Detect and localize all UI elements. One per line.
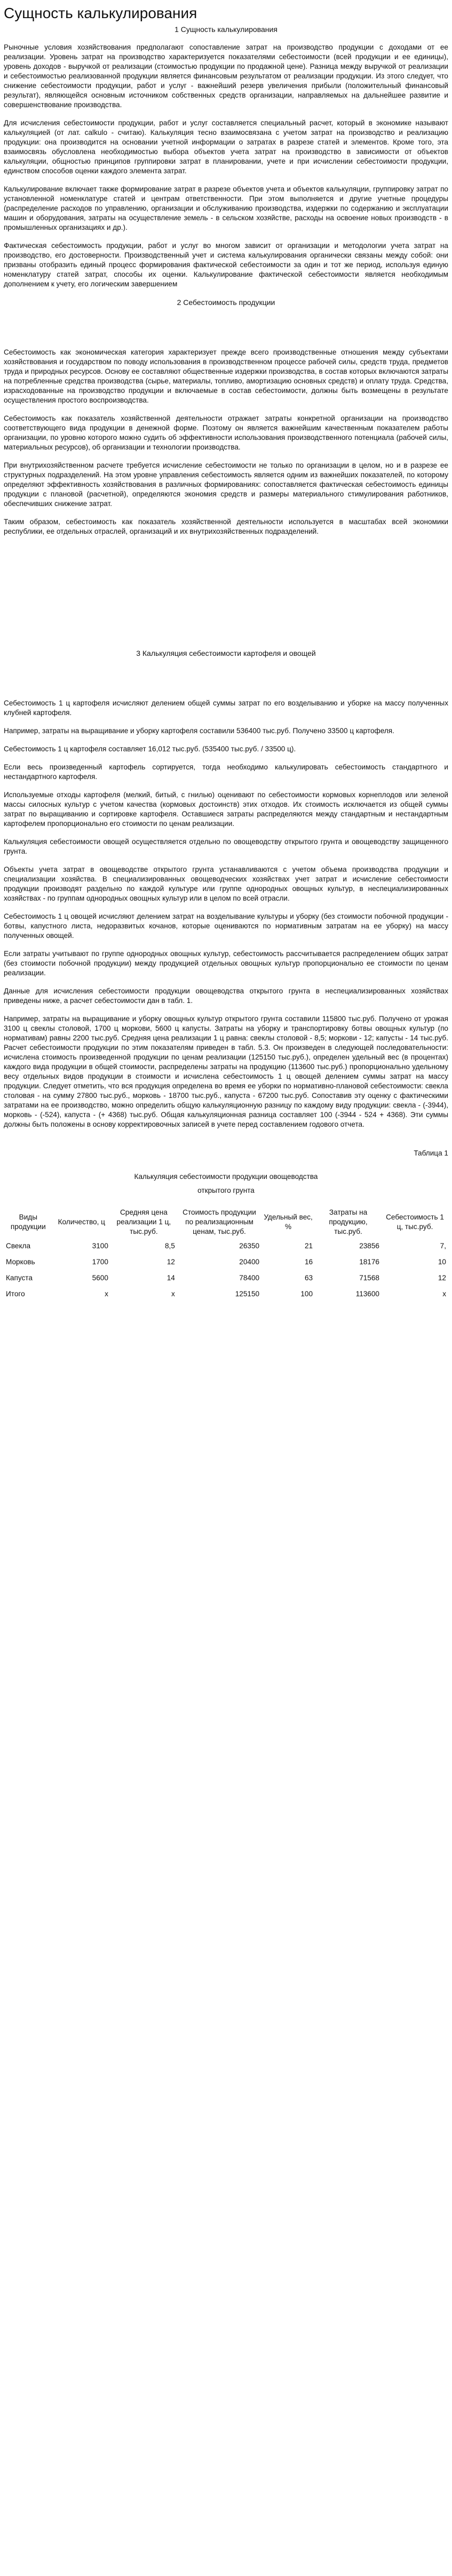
- table-row: [4, 1286, 448, 1302]
- paragraph: Рыночные условия хозяйствования предполагают сопоставление затрат на производство продукции с доходами от ее реализации. Уровень затрат на производство характеризуется показателями себестоимости (всей продукции и ее единицы), уровень доходов - выручкой от реализации (стоимостью продукции по продажной цене). Разница между выручкой от реализации и себестоимостью реализованной продукции является финансовым результатом от реализации продукции. Из этого следует, что снижение себестоимости продукции, работ и услуг - важнейший резерв увеличения прибыли (положительный финансовый результат), являющейся основным источником собственных средств организации, направляемых на дальнейшее развитие и совершенствование производства.: [4, 43, 448, 109]
- table-cell: Морковь: [6, 1258, 35, 1266]
- paragraph: Себестоимость 1 ц картофеля составляет 16,012 тыс.руб. (535400 тыс.руб. / 33500 ц).: [4, 745, 296, 753]
- table-cell: 5600: [92, 1274, 108, 1282]
- section-1-heading: 1 Сущность калькулирования: [175, 25, 277, 34]
- table-row: [4, 1270, 448, 1286]
- table-title: [4, 1172, 448, 1195]
- table-cell: х: [105, 1290, 108, 1298]
- table-cell: х: [442, 1290, 446, 1298]
- table-row: [4, 1254, 448, 1270]
- spacer: [4, 316, 448, 348]
- column-header: Затраты на продукцию, тыс.руб.: [329, 1208, 368, 1235]
- paragraph: Для исчисления себестоимости продукции, работ и услуг составляется специальный расчет, который в экономике называют калькуляцией (от лат. calkulo - считаю). Калькуляция тесно взаимосвязана с учетом затрат на производство и реализацию продукции: она производится на основании учетной информации о затратах в разрезе статей и элементов. Кроме того, эта взаимосвязь обусловлена необходимостью выбора объектов учета затрат на производство в зависимости от объектов калькуляции, общностью принципов группировки затрат в планировании, учете и при исчислении себестоимости продукции, единством способов оценки каждого элемента затрат.: [4, 119, 448, 175]
- document-title: Сущность калькулирования: [4, 5, 197, 21]
- table-cell: 100: [300, 1290, 313, 1298]
- table-cell: 20400: [239, 1258, 260, 1266]
- section-2-heading: 2 Себестоимость продукции: [177, 298, 275, 307]
- paragraph: При внутрихозяйственном расчете требуется исчисление себестоимости не только по организации в целом, но и в разрезе ее структурных подразделений. На этом уровне управления себестоимость является одним из важнейших показателей, по которому определяют эффективность хозяйствования в различных формированиях: сопоставляется фактическая себестоимость единицы продукции с плановой (расчетной), определяются экономия средств и размеры материального стимулирования работников, обеспечивших снижение затрат.: [4, 461, 448, 508]
- table-cell: 8,5: [164, 1242, 175, 1250]
- table-label: Таблица 1: [414, 1149, 448, 1157]
- table-cell: 21: [304, 1242, 313, 1250]
- table-cell: 7,: [440, 1242, 446, 1250]
- table-cell: 10: [438, 1258, 446, 1266]
- table-title-line: Калькуляция себестоимости продукции овощеводства: [134, 1173, 318, 1181]
- table-cell: 71568: [359, 1274, 379, 1282]
- table-cell: 3100: [92, 1242, 108, 1250]
- paragraph: Например, затраты на выращивание и уборку картофеля составили 536400 тыс.руб. Получено 33500 ц картофеля.: [4, 727, 394, 735]
- paragraph: Себестоимость как показатель хозяйственной деятельности отражает затраты конкретной организации на производство соответствующего вида продукции в денежной форме. Поэтому он является важнейшим качественным показателем работы организации, по уровню которого можно судить об эффективности использования производственного потенциала (рабочей силы, материальных ресурсов), об организации и технологии производства.: [4, 414, 448, 451]
- paragraph: Объекты учета затрат в овощеводстве открытого грунта устанавливаются с учетом объема производства продукции и специализации хозяйства. В специализированных овощеводческих хозяйствах учет затрат и исчисление себестоимости продукции производят раздельно по каждой культуре или группе однородных овощных культур, в неспециализированных хозяйствах - по группам однородных овощных культур или в целом по всей отрасли.: [4, 865, 448, 902]
- table-cell: 125150: [235, 1290, 260, 1298]
- paragraph: Себестоимость как экономическая категория характеризует прежде всего производственные отношения между субъектами хозяйствования и государством по поводу использования в производственном процессе рабочей силы, средств труда, предметов труда и природных ресурсов. Основу ее составляют общественные издержки производства, в состав которых включаются затраты на потребленные средства производства (сырье, материалы, топливо, амортизацию основных средств) и оплату труда. Средства, израсходованные на производство продукции и включаемые в состав себестоимости, должны быть возмещены в результате осуществления простого воспроизводства.: [4, 348, 448, 404]
- table-cell: Капуста: [6, 1274, 33, 1282]
- paragraph: Калькуляция себестоимости овощей осуществляется отдельно по овощеводству открытого грунта и овощеводству защищенного грунта.: [4, 838, 448, 855]
- table-cell: 63: [304, 1274, 313, 1282]
- table-cell: 113600: [355, 1290, 379, 1298]
- section-3-heading: 3 Калькуляция себестоимости картофеля и овощей: [136, 649, 316, 657]
- table-cell: 16: [304, 1258, 313, 1266]
- column-header: Средняя цена реализации 1 ц, тыс.руб.: [116, 1208, 171, 1235]
- table-cell: х: [171, 1290, 175, 1298]
- table-cell: Итого: [6, 1290, 25, 1298]
- table-cell: 12: [166, 1258, 175, 1266]
- column-header: Виды продукции: [10, 1213, 46, 1231]
- cost-calculation-table: [4, 1206, 448, 1302]
- paragraph: Если затраты учитывают по группе однородных овощных культур, себестоимость рассчитывается распределением общих затрат (без стоимости побочной продукции) между продукцией отдельных овощных культур пропорционально ее стоимости по ценам реализации.: [4, 950, 448, 977]
- paragraph: Например, затраты на выращивание и уборку овощных культур открытого грунта составили 115800 тыс.руб. Получено от урожая 3100 ц свеклы столовой, 1700 ц моркови, 5600 ц капусты. Затраты на уборку и транспортировку ботвы овощных культур (по нормативам) равны 2200 тыс.руб. Средняя цена реализации 1 ц равна: свеклы столовой - 8,5; моркови - 12; капусты - 14 тыс.руб. Расчет себестоимости продукции по этим показателям приведен в табл. 5.3. Он произведен в следующей последовательности: исчислена стоимость произведенной продукции по ценам реализации (125150 тыс.руб.), определен удельный вес (в процентах) каждого вида продукции в общей стоимости, распределены затраты на продукцию (113600 тыс.руб.) пропорционально удельному весу отдельных видов продукции в стоимости и исчислена себестоимость 1 ц овощей делением суммы затрат на массу продукции. Следует отметить, что вся продукция определена во время ее уборки по нормативно-плановой себестоимости: свекла столовая - на сумму 27800 тыс.руб., морковь - 18700 тыс.руб., капуста - 67200 тыс.руб. Сопоставив эту оценку с фактическими затратами на ее производство, можно определить общую калькуляционную разницу по каждому виду продукции: свекла - (-3944), морковь - (-524), капуста - (+ 4368) тыс.руб. Общая калькуляционная разница составляет 100 (-3944 - 524 + 4368). Эти суммы должны быть положены в основу корректировочных записей в учете перед составлением годового отчета.: [4, 1015, 448, 1128]
- column-header: Стоимость продукции по реализационным ценам, тыс.руб.: [183, 1208, 256, 1235]
- column-header: Себестоимость 1 ц, тыс.руб.: [386, 1213, 444, 1231]
- paragraph: Таким образом, себестоимость как показатель хозяйственной деятельности используется в масштабах всей экономики республики, ее отдельных отраслей, организаций и их внутрихозяйственных подразделений.: [4, 518, 448, 535]
- table-cell: 26350: [239, 1242, 260, 1250]
- table-cell: 1700: [92, 1258, 108, 1266]
- table-cell: Свекла: [6, 1242, 31, 1250]
- table-row: [4, 1238, 448, 1254]
- spacer: [4, 545, 448, 646]
- spacer: [4, 667, 448, 699]
- table-cell: 18176: [359, 1258, 379, 1266]
- paragraph: Фактическая себестоимость продукции, работ и услуг во многом зависит от организации и методологии учета затрат на производство, его достоверности. Производственный учет и система калькулирования органически связаны между собой: они призваны отобразить единый процесс формирования фактической себестоимости за один и тот же период, используя единую номенклатуру статей затрат, способы их оценки. Калькулирование фактической себестоимости является необходимым дополнением к учету, его логическим завершением: [4, 242, 448, 288]
- table-title-line: открытого грунта: [197, 1186, 255, 1194]
- paragraph: Себестоимость 1 ц картофеля исчисляют делением общей суммы затрат по его возделыванию и уборке на массу полученных клубней картофеля.: [4, 699, 448, 717]
- column-header: Удельный вес, %: [264, 1213, 313, 1231]
- paragraph: Себестоимость 1 ц овощей исчисляют делением затрат на возделывание культуры и уборку (без стоимости побочной продукции - ботвы, капустного листа, недоразвитых кочанов, которые оцениваются по нормативным затратам на ее уборку) на массу полученных овощей.: [4, 912, 448, 940]
- paragraph: Если весь произведенный картофель сортируется, тогда необходимо калькулировать себестоимость стандартного и нестандартного картофеля.: [4, 763, 448, 781]
- table-cell: 23856: [359, 1242, 379, 1250]
- column-header: Количество, ц: [58, 1218, 105, 1226]
- paragraph: Данные для исчисления себестоимости продукции овощеводства открытого грунта в неспециализированных хозяйствах приведены ниже, а расчет себестоимости дан в табл. 1.: [4, 987, 448, 1005]
- paragraph: Используемые отходы картофеля (мелкий, битый, с гнилью) оценивают по себестоимости кормовых корнеплодов или зеленой массы силосных культур с учетом качества (кормовых достоинств) этих отходов. Их стоимость исключается из общей суммы затрат по выращиванию и сортировке картофеля. Оставшиеся затраты распределяются между стандартным и нестандартным картофелем пропорционально его стоимости по ценам реализации.: [4, 791, 448, 828]
- table-cell: 12: [438, 1274, 446, 1282]
- table-cell: 78400: [239, 1274, 260, 1282]
- table-cell: 14: [166, 1274, 175, 1282]
- paragraph: Калькулирование включает также формирование затрат в разрезе объектов учета и объектов калькуляции, группировку затрат по установленной номенклатуре статей и центрам ответственности. При этом выполняется и другие учетные процедуры (распределение расходов по управлению, организации и обслуживанию производства, издержки по содержанию и эксплуатации машин и оборудования, затраты на осуществление земель - в сельском хозяйстве, расходы на освоение новых производств - в промышленных организациях и др.).: [4, 185, 448, 231]
- table-header-row: [4, 1206, 448, 1238]
